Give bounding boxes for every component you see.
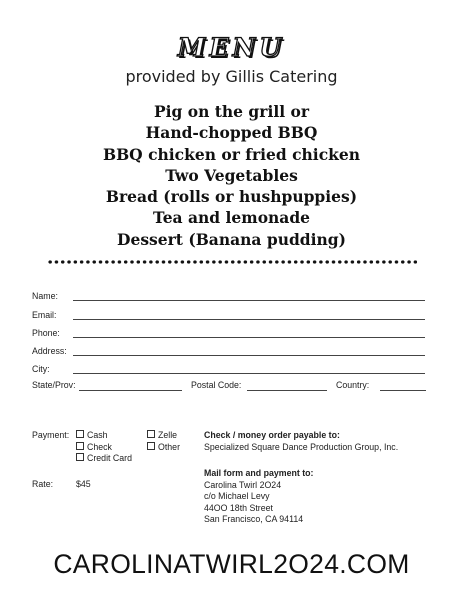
- name-label: Name:: [32, 291, 58, 301]
- payment-option-cash[interactable]: Cash: [76, 430, 132, 442]
- payment-option-zelle[interactable]: Zelle: [147, 430, 180, 442]
- menu-title: MENU: [177, 33, 286, 62]
- menu-item: Two Vegetables: [165, 165, 298, 185]
- website-footer: CAROLINATWIRL2O24.COM: [53, 549, 410, 579]
- state-postal-country-row: [32, 380, 432, 392]
- phone-field[interactable]: [73, 337, 425, 338]
- menu-items-list: [0, 101, 463, 250]
- payment-options-col-1: [76, 430, 132, 465]
- payable-block: [204, 430, 398, 453]
- payable-to: Specialized Square Dance Production Group, Inc.: [204, 441, 399, 452]
- menu-item: BBQ chicken or fried chicken: [102, 144, 361, 164]
- mail-line: Carolina Twirl 2O24: [204, 479, 282, 490]
- rate-label: Rate:: [32, 479, 54, 489]
- mail-block: [204, 468, 313, 526]
- state-field[interactable]: [79, 390, 182, 391]
- checkbox-icon[interactable]: [76, 430, 84, 438]
- mail-line: 44OO 18th Street: [204, 502, 273, 513]
- dotted-divider: [47, 258, 417, 266]
- payable-heading: Check / money order payable to:: [204, 430, 340, 440]
- menu-item: Dessert (Banana pudding): [117, 229, 346, 249]
- country-label: Country:: [336, 380, 370, 390]
- checkbox-icon[interactable]: [147, 442, 155, 450]
- menu-item: Hand-chopped BBQ: [145, 123, 318, 143]
- menu-item: Bread (rolls or hushpuppies): [105, 187, 358, 207]
- email-label: Email:: [32, 310, 57, 320]
- city-field[interactable]: [73, 373, 425, 374]
- address-label: Address:: [32, 346, 67, 356]
- state-label: State/Prov:: [32, 380, 76, 390]
- checkbox-icon[interactable]: [76, 453, 84, 461]
- mail-line: San Francisco, CA 94114: [204, 514, 304, 524]
- email-field[interactable]: [73, 319, 425, 320]
- city-label: City:: [32, 364, 50, 374]
- checkbox-icon[interactable]: [76, 442, 84, 450]
- mail-heading: Mail form and payment to:: [204, 468, 314, 478]
- name-field[interactable]: [73, 300, 425, 301]
- country-field[interactable]: [380, 390, 426, 391]
- phone-label: Phone:: [32, 328, 60, 338]
- payment-option-check[interactable]: Check: [76, 442, 132, 454]
- menu-item: Pig on the grill or: [153, 102, 310, 121]
- postal-label: Postal Code:: [191, 380, 242, 390]
- payment-option-other[interactable]: Other: [147, 442, 180, 454]
- rate-value: $45: [76, 479, 91, 489]
- payment-label: Payment:: [32, 430, 70, 440]
- postal-code-field[interactable]: [247, 390, 327, 391]
- menu-item: Tea and lemonade: [152, 208, 311, 228]
- mail-line: c/o Michael Levy: [204, 491, 270, 501]
- payment-options-col-2: [147, 430, 180, 453]
- payment-option-credit-card[interactable]: Credit Card: [76, 453, 132, 465]
- caterer-subtitle: provided by Gillis Catering: [125, 67, 338, 86]
- address-field[interactable]: [73, 355, 425, 356]
- checkbox-icon[interactable]: [147, 430, 155, 438]
